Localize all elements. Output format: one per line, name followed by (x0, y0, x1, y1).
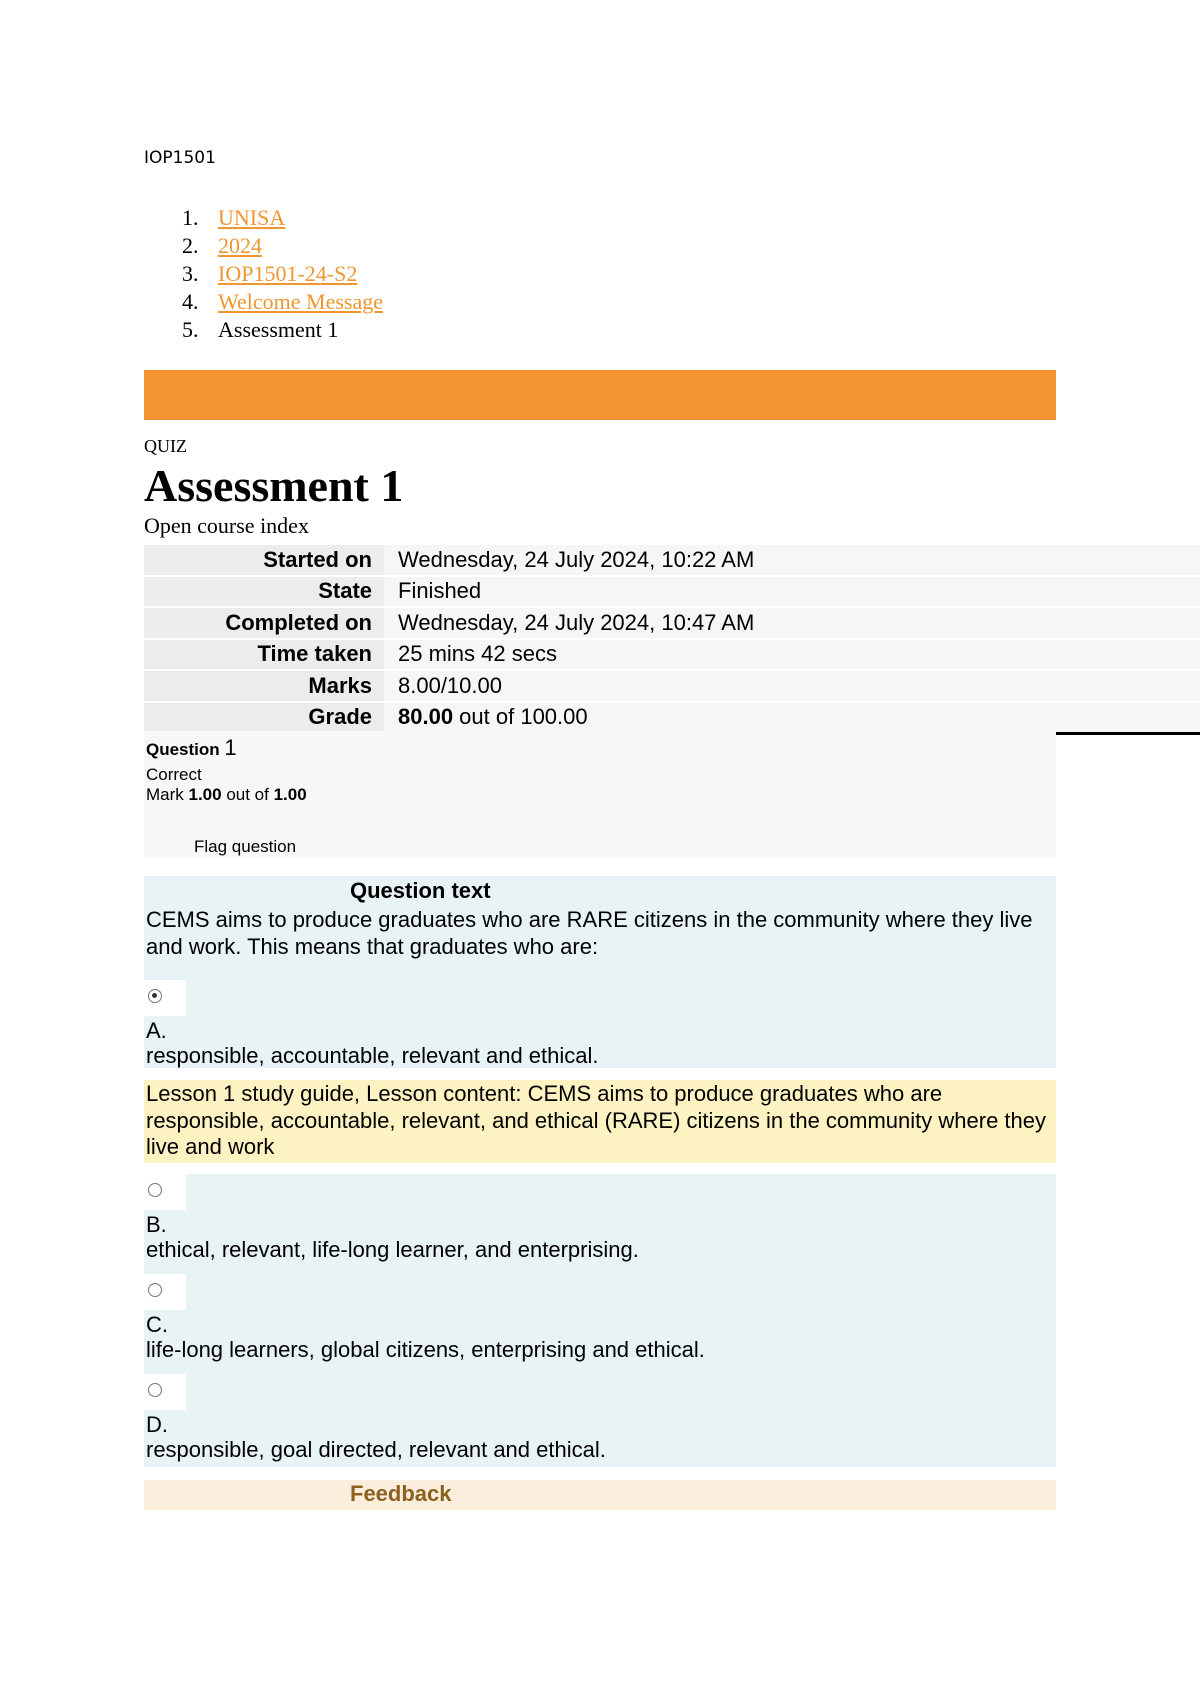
radio-unselected-icon[interactable] (148, 1383, 162, 1397)
open-course-index-button[interactable]: Open course index (144, 513, 309, 538)
course-code: IOP1501 (144, 148, 216, 168)
option-d-text[interactable]: responsible, goal directed, relevant and ethical. (146, 1437, 606, 1462)
question-text-heading: Question text (350, 878, 491, 903)
radio-unselected-icon[interactable] (148, 1183, 162, 1197)
breadcrumb-link-welcome[interactable]: Welcome Message (218, 289, 383, 314)
summary-row-started (144, 544, 1200, 576)
grade-value: 80.00 (398, 704, 454, 729)
header-banner (144, 370, 1056, 420)
question-text: CEMS aims to produce graduates who are RARE citizens in the community where they live and work. This means that graduates who are: (146, 907, 1033, 959)
breadcrumb-link-year[interactable]: 2024 (218, 233, 262, 258)
summary-value: Wednesday, 24 July 2024, 10:22 AM (384, 544, 1200, 576)
question-mark: Mark 1.00 out of 1.00 (146, 785, 307, 804)
summary-row-grade (144, 702, 1200, 734)
breadcrumb-item-course: 3. IOP1501-24-S2 (182, 261, 358, 286)
option-d-radio-container[interactable] (144, 1374, 186, 1410)
activity-type-label: QUIZ (144, 436, 187, 456)
breadcrumb-link-course[interactable]: IOP1501-24-S2 (218, 261, 358, 286)
summary-label: State (144, 576, 384, 608)
question-content (144, 876, 1056, 1068)
summary-label: Grade (144, 702, 384, 734)
attempt-summary-table (144, 543, 1200, 735)
question-number: Question 1 (146, 735, 237, 760)
summary-label: Time taken (144, 639, 384, 671)
option-a-letter: A. (146, 1018, 167, 1043)
summary-label: Completed on (144, 607, 384, 639)
option-a-radio-container[interactable] (144, 980, 186, 1016)
summary-row-state (144, 576, 1200, 608)
option-b-letter: B. (146, 1212, 167, 1237)
answer-options-list (144, 1174, 1056, 1467)
summary-row-marks (144, 670, 1200, 702)
option-a-text[interactable]: responsible, accountable, relevant and ethical. (146, 1043, 599, 1068)
question-info-panel (144, 731, 1056, 857)
option-d-letter: D. (146, 1412, 168, 1437)
feedback-heading: Feedback (350, 1481, 452, 1506)
breadcrumb-link-unisa[interactable]: UNISA (218, 205, 286, 230)
feedback-panel (144, 1480, 1056, 1510)
option-c-text[interactable]: life-long learners, global citizens, enterprising and ethical. (146, 1337, 705, 1362)
radio-unselected-icon[interactable] (148, 1283, 162, 1297)
summary-row-completed (144, 607, 1200, 639)
summary-value: 25 mins 42 secs (384, 639, 1200, 671)
option-b-text[interactable]: ethical, relevant, life-long learner, and enterprising. (146, 1237, 639, 1262)
summary-value: 8.00/10.00 (384, 670, 1200, 702)
option-c-radio-container[interactable] (144, 1274, 186, 1310)
summary-value (384, 702, 1200, 734)
grade-suffix: out of 100.00 (453, 704, 588, 729)
breadcrumb (182, 204, 383, 344)
summary-value: Wednesday, 24 July 2024, 10:47 AM (384, 607, 1200, 639)
flag-question-button[interactable]: Flag question (194, 837, 297, 856)
breadcrumb-current: Assessment 1 (218, 317, 339, 342)
summary-label: Marks (144, 670, 384, 702)
summary-row-time (144, 639, 1200, 671)
breadcrumb-item-welcome: 4. Welcome Message (182, 289, 383, 314)
breadcrumb-item-year: 2. 2024 (182, 233, 262, 258)
breadcrumb-item-unisa: 1. UNISA (182, 205, 286, 230)
summary-label: Started on (144, 544, 384, 576)
option-a-specific-feedback: Lesson 1 study guide, Lesson content: CEMS aims to produce graduates who are responsible, accountable, relevant, and ethical (RARE) citizens in the community where they live and work (144, 1080, 1056, 1163)
option-c-letter: C. (146, 1312, 168, 1337)
summary-value: Finished (384, 576, 1200, 608)
option-b-radio-container[interactable] (144, 1174, 186, 1210)
page-title: Assessment 1 (144, 460, 404, 511)
question-state: Correct (146, 765, 202, 784)
radio-selected-icon[interactable] (148, 989, 162, 1003)
breadcrumb-item-current: 5. Assessment 1 (182, 317, 339, 342)
